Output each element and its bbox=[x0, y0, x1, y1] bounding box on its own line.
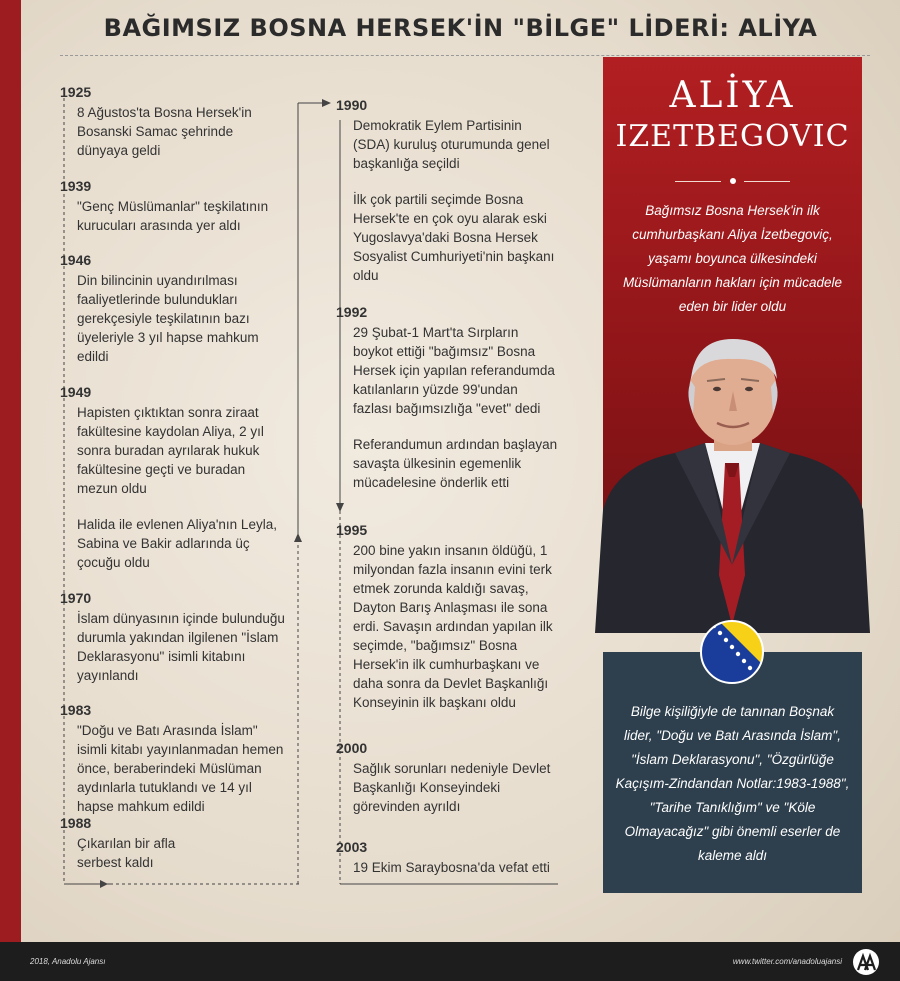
entry-year: 1939 bbox=[60, 178, 92, 194]
timeline-entry-1990 bbox=[336, 97, 558, 285]
divider-right bbox=[744, 181, 790, 182]
footer-bar bbox=[0, 942, 900, 981]
entry-text: Sağlık sorunları nedeniyle Devlet Başkanlığı Konseyindeki görevinden ayrıldı bbox=[353, 761, 551, 814]
entry-year: 2003 bbox=[336, 839, 368, 855]
entry-text: Halida ile evlenen Aliya'nın Leyla, Sabina ve Bakir adlarında üç çocuğu oldu bbox=[77, 517, 277, 570]
timeline-entry-1939 bbox=[60, 178, 285, 235]
name-last: IZETBEGOVIC bbox=[615, 119, 850, 154]
entry-text: İlk çok partili seçimde Bosna Hersek'te en çok oyu alarak eski Yugoslavya'daki Bosna Hersek Sosyalist Cumhuriyeti'nin başkanı oldu bbox=[353, 192, 555, 283]
entry-year: 1946 bbox=[60, 252, 92, 268]
entry-text: 29 Şubat-1 Mart'ta Sırpların boykot ettiği "bağımsız" Bosna Hersek için yapılan referandumda katılanların yüzde 99'undan fazlası bağımsızlığa "evet" dedi bbox=[353, 325, 555, 416]
entry-year: 1995 bbox=[336, 522, 368, 538]
entry-text: 200 bine yakın insanın öldüğü, 1 milyondan fazla insanın evini terk etmek zorunda kaldığı savaş, Dayton Barış Anlaşması ile sona erdi. Savaşın ardından yapılan ilk seçimde, "bağımsız" Bosna Hersek'in ilk cumhurbaşkanı ve daha sonra da Devlet Başkanlığı Konseyinin ilk başkanı oldu bbox=[353, 543, 553, 710]
works-text: Bilge kişiliğiyle de tanınan Boşnak lider, "Doğu ve Batı Arasında İslam", "İslam Deklarasyonu", "Özgürlüğe Kaçışım-Zindandan Notlar:1983-1988", "Tarihe Tanıklığım" ve "Köle Olmayacağız" gibi önemli eserler de kaleme aldı bbox=[615, 704, 850, 863]
copyright-text: 2018, Anadolu Ajansı bbox=[30, 957, 106, 966]
entry-text: Referandumun ardından başlayan savaşta ülkesinin egemenlik mücadelesine önderlik etti bbox=[353, 437, 558, 490]
entry-text: 8 Ağustos'ta Bosna Hersek'in Bosanski Samac şehrinde dünyaya geldi bbox=[77, 105, 252, 158]
entry-year: 1990 bbox=[336, 97, 368, 113]
divider-dot bbox=[730, 178, 736, 184]
entry-year: 1983 bbox=[60, 702, 92, 718]
timeline-entry-1925 bbox=[60, 84, 285, 160]
entry-text: Hapisten çıktıktan sonra ziraat fakültesine kaydolan Aliya, 2 yıl sonra buradan ayrılarak hukuk fakültesine geçti ve buradan mezun oldu bbox=[77, 405, 264, 496]
arrow-down-icon bbox=[336, 503, 344, 512]
works-panel bbox=[603, 652, 862, 893]
intro-text: Bağımsız Bosna Hersek'in ilk cumhurbaşkanı Aliya İzetbegoviç, yaşamı boyunca ülkesindeki Müslümanların hakları için mücadele eden bir lider oldu bbox=[622, 203, 843, 314]
entry-text: Çıkarılan bir afla serbest kaldı bbox=[77, 836, 176, 870]
timeline-entry-1946 bbox=[60, 252, 285, 366]
timeline-entry-1970 bbox=[60, 590, 285, 685]
twitter-link[interactable]: www.twitter.com/anadoluajansi bbox=[732, 957, 842, 966]
entry-year: 2000 bbox=[336, 740, 368, 756]
arrow-right-icon bbox=[322, 99, 331, 107]
entry-text: Demokratik Eylem Partisinin (SDA) kuruluş oturumunda genel başkanlığa seçildi bbox=[353, 118, 550, 171]
entry-text: Din bilincinin uyandırılması faaliyetlerinde bulundukları gerekçesiyle teşkilatının bazı üyeleriyle 3 yıl hapse mahkum edildi bbox=[77, 273, 259, 364]
entry-year: 1949 bbox=[60, 384, 92, 400]
timeline-entry-2003 bbox=[336, 839, 558, 877]
arrow-right-icon bbox=[100, 880, 108, 888]
timeline-entry-1995 bbox=[336, 522, 558, 712]
timeline-entry-1983 bbox=[60, 702, 285, 816]
name-first: ALİYA bbox=[669, 75, 796, 116]
timeline-entry-1988 bbox=[60, 815, 200, 872]
bosnia-flag-icon bbox=[700, 620, 764, 684]
entry-text: "Doğu ve Batı Arasında İslam" isimli kitabı yayınlanmadan hemen önce, beraberindeki Müslüman aydınlarla tutuklandı ve 14 yıl hapse mahkum edildi bbox=[77, 723, 284, 814]
timeline-entry-2000 bbox=[336, 740, 558, 816]
entry-text: "Genç Müslümanlar" teşkilatının kurucuları arasında yer aldı bbox=[77, 199, 269, 233]
entry-year: 1992 bbox=[336, 304, 368, 320]
aa-logo-icon bbox=[852, 948, 880, 976]
entry-year: 1988 bbox=[60, 815, 92, 831]
timeline-entry-1949 bbox=[60, 384, 285, 572]
entry-year: 1970 bbox=[60, 590, 92, 606]
arrow-up-icon bbox=[294, 533, 302, 542]
entry-year: 1925 bbox=[60, 84, 92, 100]
page-title: BAĞIMSIZ BOSNA HERSEK'İN "BİLGE" LİDERİ: ALİYA bbox=[103, 14, 818, 42]
portrait-image bbox=[595, 335, 870, 633]
divider-left bbox=[675, 181, 721, 182]
entry-text: 19 Ekim Saraybosna'da vefat etti bbox=[353, 860, 550, 875]
timeline-entry-1992 bbox=[336, 304, 558, 492]
entry-text: İslam dünyasının içinde bulunduğu durumla yakından ilgilenen "İslam Deklarasyonu" isimli kitabını yayınlandı bbox=[77, 611, 285, 683]
